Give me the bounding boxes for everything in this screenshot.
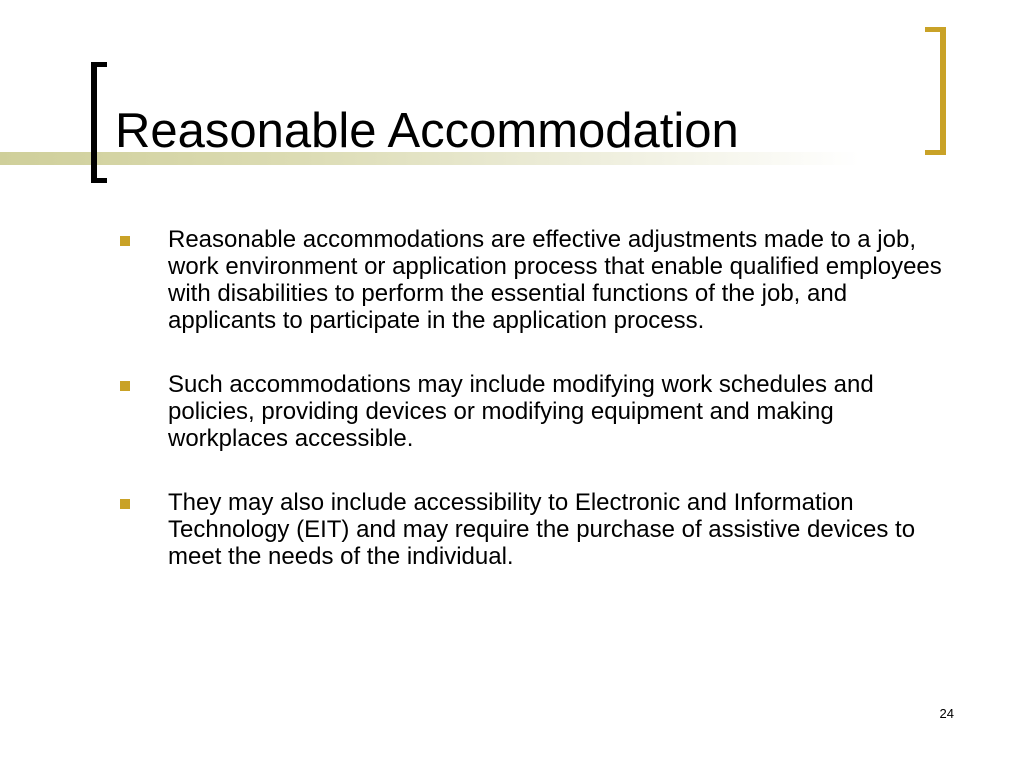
bullet-text: Such accommodations may include modifying work schedules and policies, providing devices or modifying equipment and making workplaces accessible. <box>168 371 874 452</box>
bullet-text: They may also include accessibility to Electronic and Information Technology (EIT) and may require the purchase of assistive devices to meet the needs of the individual. <box>168 489 916 570</box>
page-number: 24 <box>939 706 954 721</box>
left-bracket-decoration <box>91 62 107 183</box>
square-bullet-icon <box>120 499 130 509</box>
slide-title: Reasonable Accommodation <box>115 104 739 158</box>
square-bullet-icon <box>120 381 130 391</box>
right-bracket-decoration <box>925 27 946 155</box>
bullet-item-eit <box>118 489 958 570</box>
bullet-list <box>118 226 958 607</box>
bullet-text: Reasonable accommodations are effective adjustments made to a job, work environment or application process that enable qualified employees with disabilities to perform the essential functions of the job, and applicants to participate in the application process. <box>168 226 942 334</box>
bullet-item-examples <box>118 371 958 452</box>
bullet-item-definition <box>118 226 958 334</box>
square-bullet-icon <box>120 236 130 246</box>
